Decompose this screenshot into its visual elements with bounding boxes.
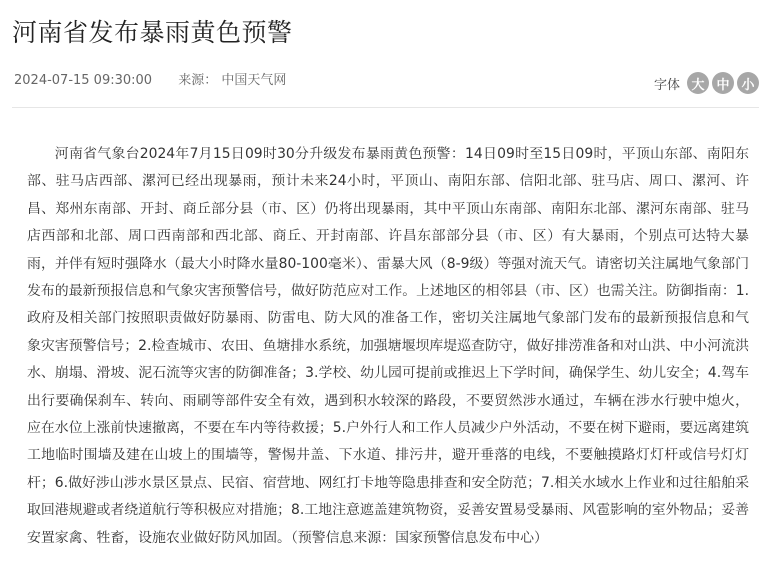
font-size-control xyxy=(654,72,759,94)
font-size-small-button[interactable]: 小 xyxy=(737,72,759,94)
article-meta xyxy=(14,72,286,90)
publish-date: 2024-07-15 09:30:00 xyxy=(14,73,153,88)
article-body: 河南省气象台2024年7月15日09时30分升级发布暴雨黄色预警：14日09时至15日09时，平顶山东部、南阳东部、驻马店西部、漯河已经出现暴雨，预计未来24小时，平顶山、南阳东部、信阳北部、驻马店、周口、漯河、许昌、郑州东南部、开封、商丘部分县（市、区）仍将出现暴雨，其中平顶山东南部、南阳东北部、漯河东南部、驻马店西部和北部、周口西南部和西北部、商丘、开封南部、许昌东部部分县（市、区）有大暴雨，个别点可达特大暴雨，并伴有短时强降水（最大小时降水量80-100毫米）、雷暴大风（8-9级）等强对流天气。请密切关注属地气象部门发布的最新预报信息和气象灾害预警信号，做好防范应对工作。上述地区的相邻县（市、区）也需关注。防御指南：1.政府及相关部门按照职责做好防暴雨、防雷电、防大风的准备工作，密切关注属地气象部门发布的最新预报信息和气象灾害预警信号；2.检查城市、农田、鱼塘排水系统，加强塘堰坝库堤巡查防守，做好排涝准备和对山洪、中小河流洪水、崩塌、滑坡、泥石流等灾害的防御准备；3.学校、幼儿园可提前或推迟上下学时间，确保学生、幼儿安全；4.驾车出行要确保刹车、转向、雨刷等部件安全有效，遇到积水较深的路段，不要贸然涉水通过，车辆在涉水行驶中熄火，应在水位上涨前快速撤离，不要在车内等待救援；5.户外行人和工作人员减少户外活动，不要在树下避雨，要远离建筑工地临时围墙及建在山坡上的围墙等，警惕井盖、下水道、排污井，避开垂落的电线，不要触摸路灯灯杆或信号灯灯杆；6.做好涉山涉水景区景点、民宿、宿营地、网红打卡地等隐患排查和安全防范；7.相关水域水上作业和过往船舶采取回港规避或者绕道航行等积极应对措施；8.工地注意遮盖建筑物资，妥善安置易受暴雨、风雹影响的室外物品；妥善安置家禽、牲畜，设施农业做好防风加固。（预警信息来源：国家预警信息发布中心） xyxy=(27,146,749,546)
font-size-medium-button[interactable]: 中 xyxy=(712,72,734,94)
font-size-label: 字体 xyxy=(653,77,680,93)
article-title: 河南省发布暴雨黄色预警 xyxy=(12,18,293,47)
header-divider xyxy=(12,107,759,108)
article-source: 来源： 中国天气网 xyxy=(178,73,287,88)
font-size-large-button[interactable]: 大 xyxy=(687,72,709,94)
